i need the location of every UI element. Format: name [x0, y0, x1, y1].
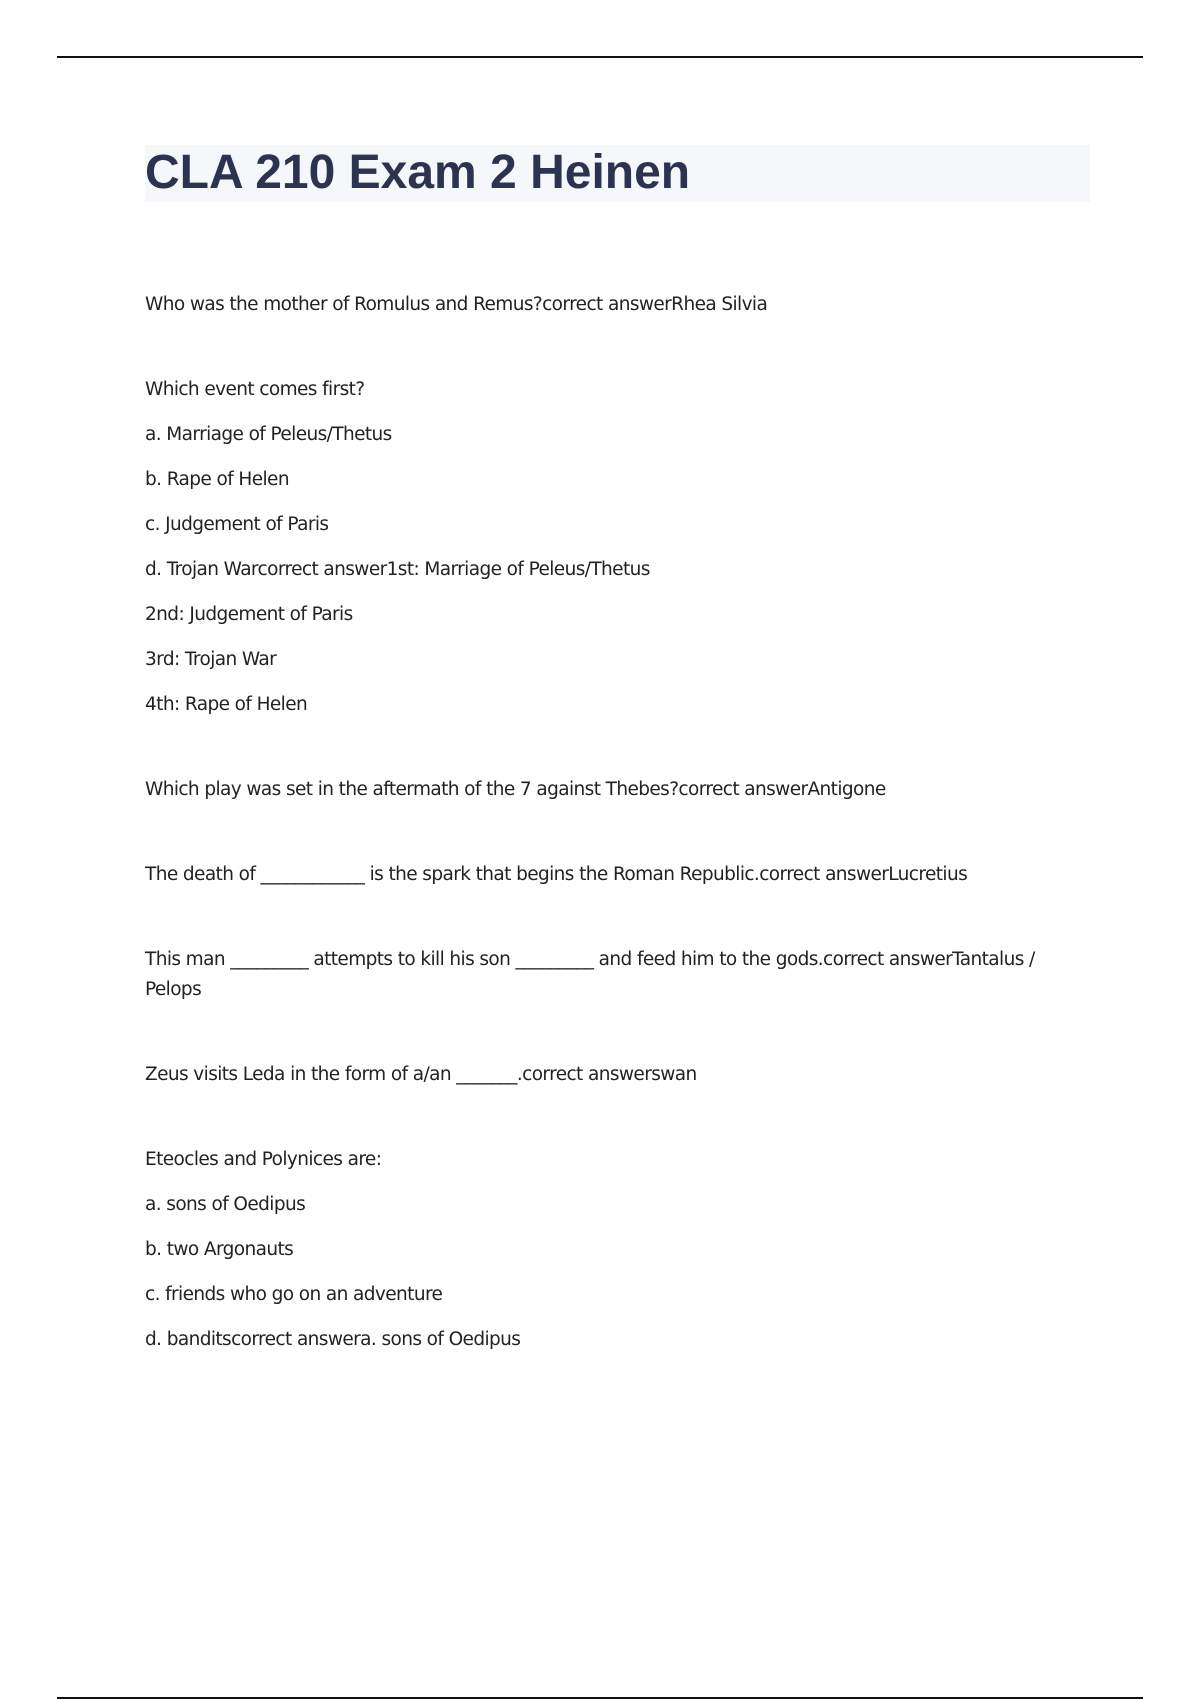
question-option: c. friends who go on an adventure: [145, 1284, 443, 1305]
document-title: CLA 210 Exam 2 Heinen: [145, 146, 691, 199]
question-item: [145, 775, 1080, 805]
answer-line: 2nd: Judgement of Paris: [145, 604, 353, 625]
question-line: Which play was set in the aftermath of the 7 against Thebes?correct answerAntigone: [145, 779, 886, 800]
question-list: [145, 290, 1080, 1410]
question-option: d. Trojan Warcorrect answer1st: Marriage of Peleus/Thetus: [145, 559, 650, 580]
question-item: [145, 860, 1080, 890]
answer-line: 3rd: Trojan War: [145, 649, 277, 670]
question-option: a. Marriage of Peleus/Thetus: [145, 424, 392, 445]
answer-line: 4th: Rape of Helen: [145, 694, 308, 715]
question-item: [145, 375, 1080, 720]
question-item: [145, 290, 1080, 320]
question-line: Eteocles and Polynices are:: [145, 1149, 382, 1170]
question-line: Which event comes first?: [145, 379, 365, 400]
header-rule: [57, 56, 1143, 58]
question-option: c. Judgement of Paris: [145, 514, 329, 535]
question-line: Zeus visits Leda in the form of a/an _______.correct answerswan: [145, 1064, 697, 1085]
question-line: The death of ____________ is the spark that begins the Roman Republic.correct answerLucretius: [145, 864, 968, 885]
question-option: a. sons of Oedipus: [145, 1194, 306, 1215]
question-item: [145, 1145, 1080, 1355]
question-option: b. Rape of Helen: [145, 469, 289, 490]
footer-rule: [57, 1697, 1143, 1699]
question-option: b. two Argonauts: [145, 1239, 294, 1260]
question-option: d. banditscorrect answera. sons of Oedipus: [145, 1329, 521, 1350]
question-item: [145, 1060, 1080, 1090]
question-line: This man _________ attempts to kill his son _________ and feed him to the gods.correct answerTantalus / Pelops: [145, 949, 1035, 1000]
question-item: [145, 945, 1080, 1005]
question-line: Who was the mother of Romulus and Remus?correct answerRhea Silvia: [145, 294, 768, 315]
